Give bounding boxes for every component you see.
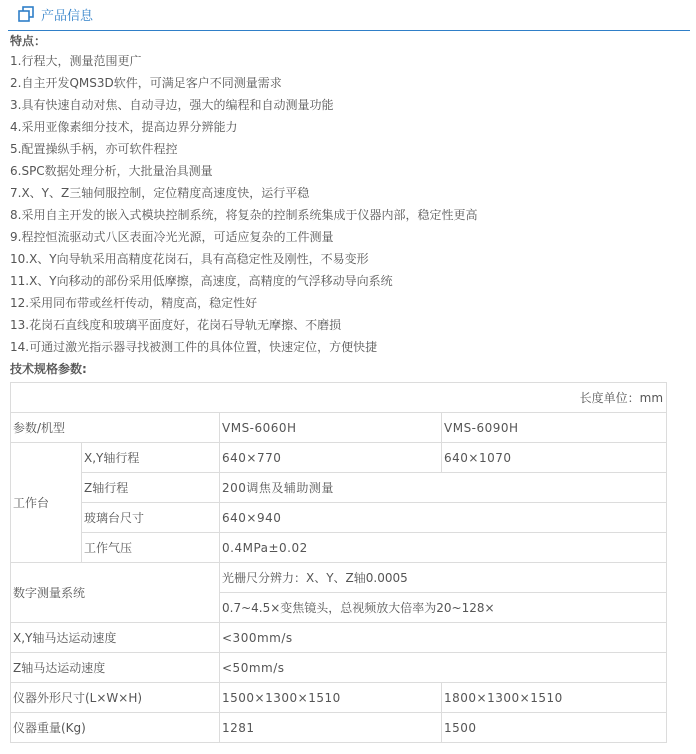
table-row xyxy=(11,653,667,683)
feature-item: 3.具有快速自动对焦、自动寻边，强大的编程和自动测量功能 xyxy=(10,98,334,112)
air-value: 0.4MPa±0.02 xyxy=(220,533,667,563)
section-header xyxy=(8,0,690,31)
feature-item: 8.采用自主开发的嵌入式模块控制系统，将复杂的控制系统集成于仪器内部，稳定性更高 xyxy=(10,208,478,222)
table-row xyxy=(11,623,667,653)
product-info-content xyxy=(10,32,690,378)
xy-travel-label: X,Y轴行程 xyxy=(82,443,220,473)
feature-item: 2.自主开发QMS3D软件，可满足客户不同测量需求 xyxy=(10,76,282,90)
feature-item: 9.程控恒流驱动式八区表面冷光光源，可适应复杂的工件测量 xyxy=(10,230,334,244)
digital-value-1: 光栅尺分辨力：X、Y、Z轴0.0005 xyxy=(220,563,667,593)
weight-a: 1281 xyxy=(220,713,442,743)
size-a: 1500×1300×1510 xyxy=(220,683,442,713)
glass-value: 640×940 xyxy=(220,503,667,533)
z-speed-value: <50mm/s xyxy=(220,653,667,683)
table-row xyxy=(11,503,667,533)
feature-item: 12.采用同布带或丝杆传动，精度高，稳定性好 xyxy=(10,296,258,310)
size-b: 1800×1300×1510 xyxy=(442,683,667,713)
feature-item: 10.X、Y向导轨采用高精度花岗石，具有高稳定性及刚性，不易变形 xyxy=(10,252,369,266)
table-row xyxy=(11,473,667,503)
feature-item: 13.花岗石直线度和玻璃平面度好，花岗石导轨无摩擦、不磨损 xyxy=(10,318,342,332)
specs-heading: 技术规格参数: xyxy=(10,362,87,376)
air-label: 工作气压 xyxy=(82,533,220,563)
model-b: VMS-6090H xyxy=(442,413,667,443)
table-row xyxy=(11,383,667,413)
xy-travel-a: 640×770 xyxy=(220,443,442,473)
feature-item: 14.可通过激光指示器寻找被测工件的具体位置，快速定位，方便快捷 xyxy=(10,340,378,354)
weight-b: 1500 xyxy=(442,713,667,743)
z-speed-label: Z轴马达运动速度 xyxy=(11,653,220,683)
window-copy-icon xyxy=(18,6,34,22)
feature-item: 4.采用亚像素细分技术，提高边界分辨能力 xyxy=(10,120,238,134)
z-travel-value: 200调焦及辅助测量 xyxy=(220,473,667,503)
features-heading: 特点： xyxy=(10,34,47,48)
model-a: VMS-6060H xyxy=(220,413,442,443)
xy-speed-label: X,Y轴马达运动速度 xyxy=(11,623,220,653)
section-title: 产品信息 xyxy=(41,9,94,24)
feature-item: 5.配置操纵手柄，亦可软件程控 xyxy=(10,142,178,156)
xy-speed-value: <300mm/s xyxy=(220,623,667,653)
features-list xyxy=(10,50,690,358)
weight-label: 仪器重量(Kg) xyxy=(11,713,220,743)
feature-item: 11.X、Y向移动的部份采用低摩擦，高速度，高精度的气浮移动导向系统 xyxy=(10,274,393,288)
feature-item: 7.X、Y、Z三轴伺服控制，定位精度高速度快，运行平稳 xyxy=(10,186,310,200)
table-row xyxy=(11,683,667,713)
digital-label: 数字测量系统 xyxy=(11,563,220,623)
model-label: 参数/机型 xyxy=(11,413,220,443)
size-label: 仪器外形尺寸(L×W×H) xyxy=(11,683,220,713)
xy-travel-b: 640×1070 xyxy=(442,443,667,473)
table-row xyxy=(11,563,667,593)
table-row xyxy=(11,443,667,473)
table-row xyxy=(11,533,667,563)
feature-item: 6.SPC数据处理分析，大批量治具测量 xyxy=(10,164,213,178)
digital-value-2: 0.7~4.5×变焦镜头，总视频放大倍率为20~128× xyxy=(220,593,667,623)
feature-item: 1.行程大，测量范围更广 xyxy=(10,54,142,68)
workbench-label: 工作台 xyxy=(11,443,82,563)
spec-table xyxy=(10,382,667,743)
glass-label: 玻璃台尺寸 xyxy=(82,503,220,533)
table-row xyxy=(11,713,667,743)
table-row xyxy=(11,413,667,443)
unit-note: 长度单位：mm xyxy=(11,383,667,413)
z-travel-label: Z轴行程 xyxy=(82,473,220,503)
